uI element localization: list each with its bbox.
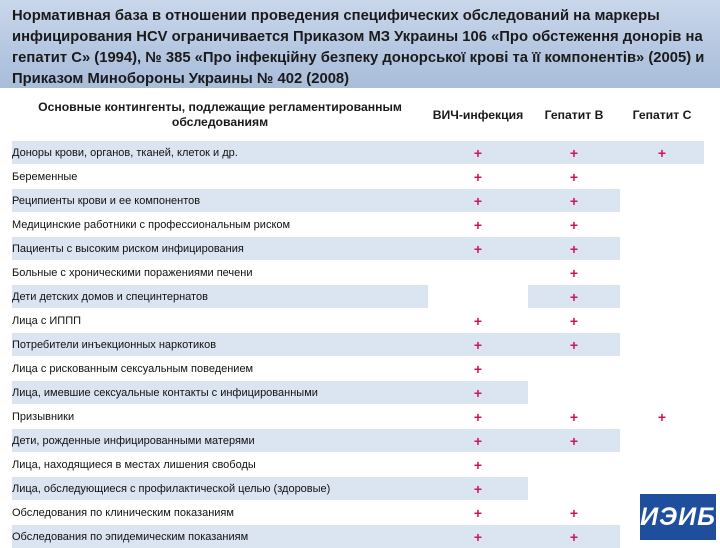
cell-hiv: + — [428, 525, 528, 548]
table-header-row — [12, 90, 704, 141]
row-label: Дети, рожденные инфицированными матерями — [12, 429, 428, 453]
cell-hep-c — [620, 309, 704, 333]
row-label: Лица, находящиеся в местах лишения свободы — [12, 453, 428, 477]
cell-hep-c — [620, 189, 704, 213]
row-label: Пациенты с высоким риском инфицирования — [12, 237, 428, 261]
cell-hiv: + — [428, 189, 528, 213]
header-hep-c: Гепатит С — [620, 90, 704, 141]
table-row — [12, 501, 704, 525]
cell-hep-c: + — [620, 405, 704, 429]
cell-hep-b: + — [528, 309, 620, 333]
cell-hiv: + — [428, 381, 528, 405]
table-row — [12, 213, 704, 237]
table-row — [12, 525, 704, 548]
cell-hep-b: + — [528, 525, 620, 548]
cell-hep-c — [620, 429, 704, 453]
title-banner — [0, 0, 720, 88]
header-hiv: ВИЧ-инфекция — [428, 90, 528, 141]
cell-hep-b: + — [528, 261, 620, 285]
page-title: Нормативная база в отношении проведения специфических обследований на маркеры инфицирования HCV ограничивается Приказом МЗ Украины 106 «Про обстеження донорів на гепатит С» (1994), № 385 «Про інфекційну безпеку донорської крові та її компонентів» (2005) и Приказом Минобороны Украины № 402 (2008) — [12, 6, 712, 90]
table-row — [12, 165, 704, 189]
table-row — [12, 453, 704, 477]
row-label: Лица с рискованным сексуальным поведением — [12, 357, 428, 381]
row-label: Медицинские работники с профессиональным риском — [12, 213, 428, 237]
cell-hiv: + — [428, 405, 528, 429]
cell-hiv: + — [428, 429, 528, 453]
cell-hiv: + — [428, 237, 528, 261]
cell-hep-b — [528, 477, 620, 501]
row-label: Обследования по эпидемическим показаниям — [12, 525, 428, 548]
cell-hep-c — [620, 237, 704, 261]
cell-hep-b — [528, 381, 620, 405]
cell-hep-c — [620, 285, 704, 309]
cell-hep-b — [528, 357, 620, 381]
table-row — [12, 381, 704, 405]
row-label: Лица, обследующиеся с профилактической целью (здоровые) — [12, 477, 428, 501]
cell-hiv: + — [428, 309, 528, 333]
table-row — [12, 261, 704, 285]
row-label: Призывники — [12, 405, 428, 429]
cell-hep-b: + — [528, 501, 620, 525]
cell-hiv: + — [428, 477, 528, 501]
cell-hep-c — [620, 357, 704, 381]
row-label: Беременные — [12, 165, 428, 189]
table-row — [12, 429, 704, 453]
row-label: Больные с хроническими поражениями печени — [12, 261, 428, 285]
cell-hep-b: + — [528, 333, 620, 357]
row-label: Обследования по клиническим показаниям — [12, 501, 428, 525]
row-label: Потребители инъекционных наркотиков — [12, 333, 428, 357]
contingents-table — [12, 90, 704, 548]
cell-hep-c — [620, 165, 704, 189]
cell-hep-b: + — [528, 429, 620, 453]
cell-hiv: + — [428, 333, 528, 357]
cell-hep-c — [620, 453, 704, 477]
table-row — [12, 477, 704, 501]
cell-hep-b: + — [528, 285, 620, 309]
cell-hep-c — [620, 333, 704, 357]
cell-hep-b: + — [528, 405, 620, 429]
cell-hiv: + — [428, 165, 528, 189]
row-label: Доноры крови, органов, тканей, клеток и др. — [12, 141, 428, 165]
cell-hiv — [428, 261, 528, 285]
header-contingent: Основные контингенты, подлежащие регламентированным обследованиям — [12, 90, 428, 141]
table-row — [12, 405, 704, 429]
cell-hiv: + — [428, 357, 528, 381]
cell-hep-b: + — [528, 189, 620, 213]
row-label: Дети детских домов и специнтернатов — [12, 285, 428, 309]
cell-hiv — [428, 285, 528, 309]
row-label: Реципиенты крови и ее компонентов — [12, 189, 428, 213]
row-label: Лица с ИППП — [12, 309, 428, 333]
cell-hiv: + — [428, 213, 528, 237]
cell-hiv: + — [428, 141, 528, 165]
cell-hiv: + — [428, 501, 528, 525]
table-row — [12, 141, 704, 165]
table-row — [12, 189, 704, 213]
cell-hiv: + — [428, 453, 528, 477]
cell-hep-b: + — [528, 141, 620, 165]
table-row — [12, 309, 704, 333]
cell-hep-c — [620, 213, 704, 237]
table-row — [12, 333, 704, 357]
header-hep-b: Гепатит В — [528, 90, 620, 141]
cell-hep-c — [620, 381, 704, 405]
cell-hep-c — [620, 261, 704, 285]
cell-hep-b: + — [528, 237, 620, 261]
row-label: Лица, имевшие сексуальные контакты с инфицированными — [12, 381, 428, 405]
table-row — [12, 357, 704, 381]
cell-hep-b: + — [528, 165, 620, 189]
institute-logo: ИЭИБ — [640, 494, 716, 540]
table-row — [12, 237, 704, 261]
cell-hep-c: + — [620, 141, 704, 165]
table-row — [12, 285, 704, 309]
cell-hep-b — [528, 453, 620, 477]
cell-hep-b: + — [528, 213, 620, 237]
